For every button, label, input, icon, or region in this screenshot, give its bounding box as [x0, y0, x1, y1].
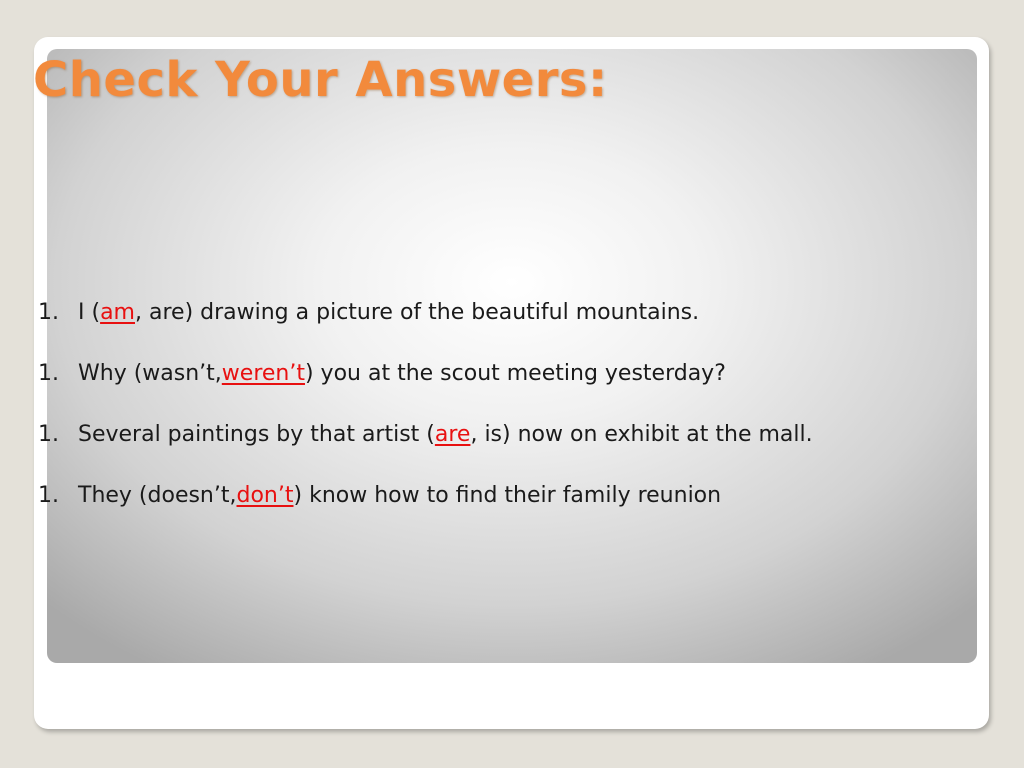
answer-list [38, 300, 813, 544]
item-number: 1. [38, 483, 59, 508]
item-text-after: ) you at the scout meeting yesterday? [304, 361, 726, 386]
item-text-before: Several paintings by that artist ( [78, 422, 435, 447]
answer-item-3 [38, 422, 813, 483]
answer-item-2 [38, 361, 813, 422]
correct-answer: are [434, 422, 471, 447]
item-number: 1. [38, 361, 59, 386]
item-number: 1. [38, 422, 59, 447]
item-text-after: , are) drawing a picture of the beautiful mountains. [135, 300, 700, 325]
slide-title: Check Your Answers: [33, 52, 608, 108]
answer-item-4 [38, 483, 813, 544]
item-text-after: ) know how to find their family reunion [293, 483, 722, 508]
answer-item-1 [38, 300, 813, 361]
item-text-before: They (doesn’t, [78, 483, 237, 508]
item-text-after: , is) now on exhibit at the mall. [470, 422, 813, 447]
correct-answer: am [100, 300, 135, 325]
item-text-before: I ( [78, 300, 101, 325]
item-number: 1. [38, 300, 59, 325]
correct-answer: weren’t [221, 361, 305, 386]
item-text-before: Why (wasn’t, [78, 361, 222, 386]
correct-answer: don’t [236, 483, 294, 508]
